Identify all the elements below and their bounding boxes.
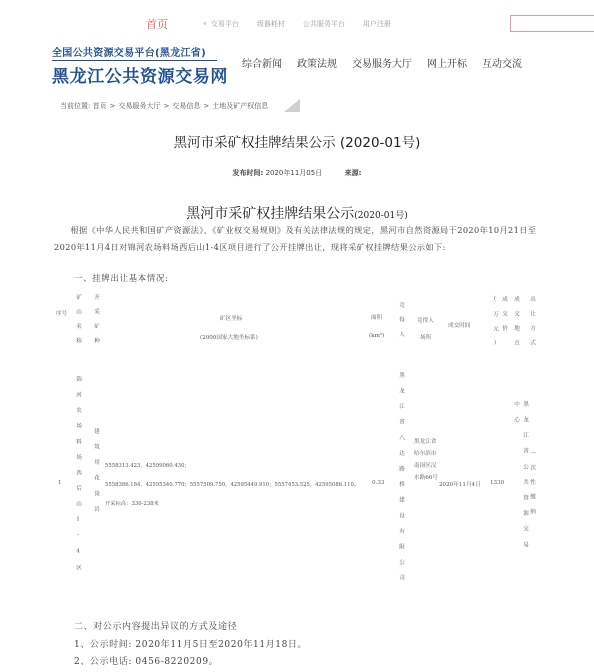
breadcrumb-prefix: 当前位置:	[60, 102, 91, 110]
search-input[interactable]	[510, 15, 594, 32]
nav-interaction[interactable]: 互动交流	[482, 59, 522, 70]
cell-coord-elevation: 开采标高：330-238米	[105, 501, 159, 507]
cell-place: 黑龙江省公共资源交易中心	[513, 401, 528, 557]
cell-area: 0.33	[372, 480, 385, 486]
col-header-area: 面积	[371, 315, 383, 321]
cell-time: 2020年11月4日	[439, 482, 481, 488]
lock-icon: ⚬	[202, 20, 208, 28]
cell-coord-line-2: 5558386.184，42595340.770；5557509.750，42595449.910；5557453.525，42595086.110。	[105, 482, 360, 488]
nav-policy[interactable]: 政策法规	[297, 59, 337, 70]
content-title-number: (2020-01号)	[354, 211, 408, 221]
home-link[interactable]: 首页	[146, 18, 168, 31]
notice-period: 1、公示时间: 2020年11月5日至2020年11月18日。	[74, 640, 308, 650]
cell-mineral: 建筑用花岗岩	[93, 428, 99, 522]
col-header-way: 出让方式	[529, 296, 535, 355]
top-bar	[0, 0, 594, 42]
result-table	[50, 288, 550, 603]
cell-mine-name: 锦河农场料场西后山1-4区	[75, 376, 81, 580]
nav-news[interactable]: 综合新闻	[242, 59, 282, 70]
cell-address: 黑龙江省哈尔滨市南岗区汉水路66号	[414, 439, 438, 481]
content-title: 黑河市采矿权挂牌结果公示(2020-01号)	[186, 206, 408, 222]
col-header-winner: 竞得人	[417, 318, 434, 324]
col-header-price: 成交价(万元)	[492, 296, 507, 356]
publish-date: 2020年11月05日	[265, 169, 323, 177]
intro-paragraph: 根据《中华人民共和国矿产资源法》、《矿业权交易规则》及有关法律法规的规定，黑河市自然资源局于2020年10月21日至2020年11月4日对锦河农场料场西后山1-4区项目进行了公开挂牌出让，现将采矿权挂牌结果公示如下:	[54, 225, 537, 252]
col-header-area-unit: (km²)	[369, 333, 385, 339]
col-header-mine-name: 矿山名称	[75, 294, 81, 353]
top-link-register[interactable]: 用户注册	[362, 20, 391, 28]
breadcrumb: 当前位置: 首页 > 交易服务大厅 > 交易信息 > 土地及矿产权信息	[60, 102, 269, 110]
col-header-mineral: 开采矿种	[93, 294, 99, 353]
site-logo[interactable]: 黑龙江公共资源交易网	[52, 67, 228, 87]
site-header	[0, 42, 594, 90]
cell-way: 一次性缴纳	[529, 450, 535, 523]
cell-coord-line-1: 5558313.423，42599060.430；	[105, 463, 190, 469]
cell-seq: 1	[58, 480, 62, 486]
col-header-coords-note: (2000国家大地坐标系)	[200, 335, 258, 341]
nav-trade-hall[interactable]: 交易服务大厅	[352, 59, 412, 70]
col-header-time: 成交时间	[448, 323, 471, 329]
top-link-trade[interactable]: ⚬ 交易平台	[202, 20, 239, 28]
breadcrumb-home[interactable]: 首页	[92, 102, 107, 110]
col-header-seq: 序号	[56, 311, 68, 317]
section-heading-2: 二、对公示内容提出异议的方式及途径	[74, 622, 238, 632]
article-title: 黑河市采矿权挂牌结果公示 (2020-01号)	[173, 135, 421, 151]
col-header-transferor: 竞得人	[398, 302, 404, 346]
breadcrumb-tab-decoration	[284, 99, 300, 112]
logo-divider	[52, 60, 217, 61]
cell-transferor: 黑龙江省八达路桥建设有限公司	[398, 372, 404, 591]
source-label: 来源:	[344, 169, 362, 177]
nav-online-bid[interactable]: 网上开标	[427, 59, 467, 70]
main-nav	[242, 55, 522, 70]
breadcrumb-land-mining[interactable]: 土地及矿产权信息	[212, 102, 269, 110]
section-heading-1: 一、挂牌出让基本情况:	[74, 274, 169, 284]
top-link-supplies[interactable]: 级器耗材	[256, 20, 285, 28]
col-header-venue: 场所	[420, 335, 432, 341]
article-meta	[0, 168, 594, 178]
notice-phone: 2、公示电话: 0456-8220209。	[74, 657, 219, 667]
col-header-coords: 矿区坐标	[220, 316, 243, 322]
logo-subtitle: 全国公共资源交易平台(黑龙江省)	[52, 48, 206, 59]
breadcrumb-trade-hall[interactable]: 交易服务大厅	[118, 102, 161, 110]
date-label: 发布时间:	[232, 169, 264, 177]
cell-price: 1330	[490, 480, 505, 486]
col-header-place: 成交地点	[513, 296, 519, 355]
top-link-service[interactable]: 公共服务平台	[302, 20, 345, 28]
breadcrumb-trade-info[interactable]: 交易信息	[172, 102, 201, 110]
top-links	[202, 19, 391, 29]
